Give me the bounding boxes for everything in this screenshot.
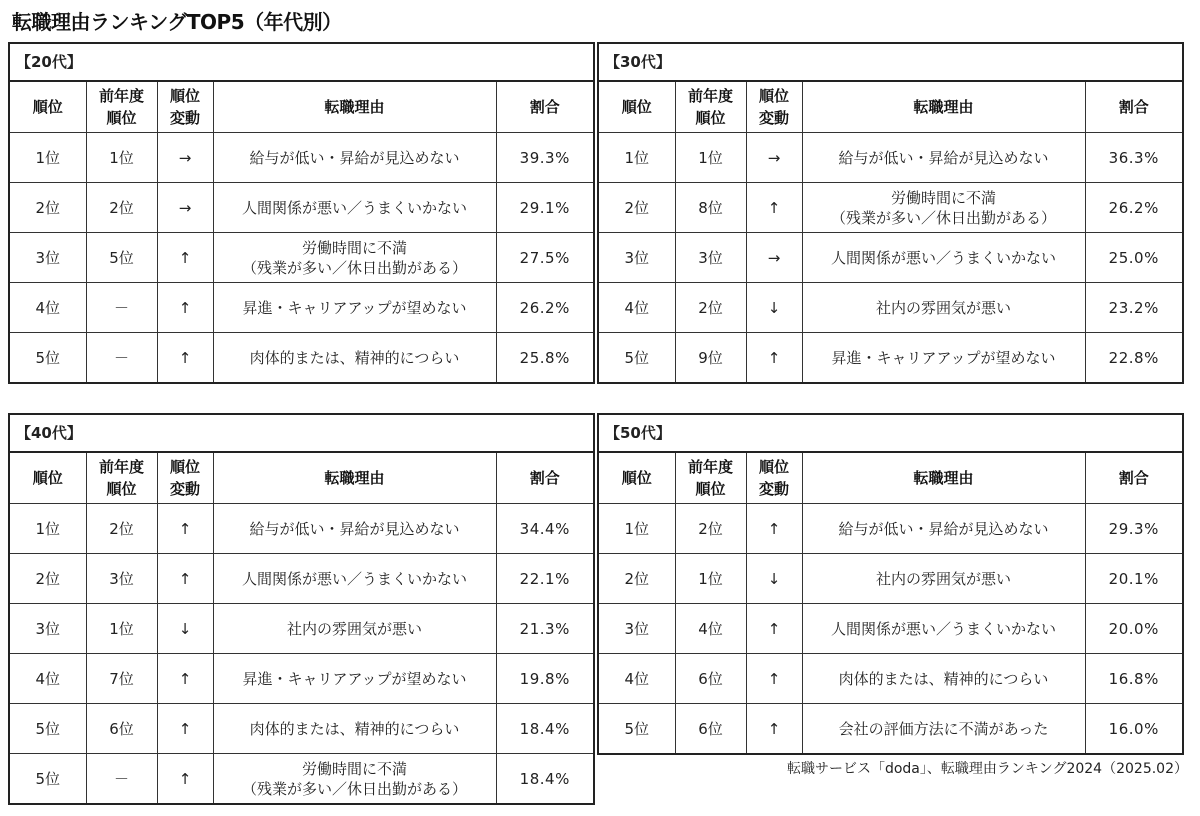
arrow-right-icon: → xyxy=(157,133,213,183)
table-row xyxy=(598,504,1183,554)
arrow-up-icon: ↑ xyxy=(746,604,802,654)
arrow-up-icon: ↑ xyxy=(157,333,213,384)
prev-rank-cell: 7位 xyxy=(86,654,157,704)
ratio-cell: 26.2% xyxy=(496,283,594,333)
reason-cell: 給与が低い・昇給が見込めない xyxy=(802,504,1085,554)
table-row xyxy=(9,133,594,183)
rank-cell: 3位 xyxy=(9,233,86,283)
arrow-up-icon: ↑ xyxy=(157,233,213,283)
prev-rank-cell: 1位 xyxy=(86,604,157,654)
prev-rank-cell: 2位 xyxy=(675,504,746,554)
table-row xyxy=(9,233,594,283)
prev-rank-cell: 6位 xyxy=(86,704,157,754)
arrow-up-icon: ↑ xyxy=(157,283,213,333)
ratio-cell: 25.8% xyxy=(496,333,594,384)
header-prev-rank: 前年度 順位 xyxy=(86,81,157,133)
ratio-cell: 22.8% xyxy=(1085,333,1183,384)
rank-cell: 2位 xyxy=(598,183,675,233)
source-note: 転職サービス「doda」、転職理由ランキング2024（2025.02） xyxy=(786,761,1188,777)
reason-cell: 労働時間に不満 （残業が多い／休日出勤がある） xyxy=(213,754,496,805)
reason-cell: 人間関係が悪い／うまくいかない xyxy=(213,183,496,233)
age-group-label: 【40代】 xyxy=(9,414,594,452)
rank-cell: 3位 xyxy=(9,604,86,654)
header-rank: 順位 xyxy=(9,452,86,504)
header-change: 順位 変動 xyxy=(746,81,802,133)
prev-rank-cell: 9位 xyxy=(675,333,746,384)
arrow-up-icon: ↑ xyxy=(746,333,802,384)
reason-cell: 社内の雰囲気が悪い xyxy=(802,554,1085,604)
reason-cell: 労働時間に不満 （残業が多い／休日出勤がある） xyxy=(802,183,1085,233)
table-row xyxy=(598,283,1183,333)
rank-cell: 3位 xyxy=(598,233,675,283)
age-group-label: 【50代】 xyxy=(598,414,1183,452)
arrow-up-icon: ↑ xyxy=(746,183,802,233)
prev-rank-cell: 1位 xyxy=(675,554,746,604)
header-reason: 転職理由 xyxy=(802,81,1085,133)
prev-rank-cell: 8位 xyxy=(675,183,746,233)
page-title: 転職理由ランキングTOP5（年代別） xyxy=(12,10,342,34)
header-change: 順位 変動 xyxy=(157,452,213,504)
ratio-cell: 18.4% xyxy=(496,704,594,754)
rank-cell: 4位 xyxy=(9,283,86,333)
header-ratio: 割合 xyxy=(496,81,594,133)
ratio-cell: 20.0% xyxy=(1085,604,1183,654)
ratio-cell: 25.0% xyxy=(1085,233,1183,283)
header-reason: 転職理由 xyxy=(213,81,496,133)
column-header-row xyxy=(9,452,594,504)
ratio-cell: 16.8% xyxy=(1085,654,1183,704)
ratio-cell: 19.8% xyxy=(496,654,594,704)
table-row xyxy=(9,333,594,384)
arrow-up-icon: ↑ xyxy=(157,654,213,704)
table-row xyxy=(598,333,1183,384)
reason-cell: 人間関係が悪い／うまくいかない xyxy=(802,233,1085,283)
ranking-table-20s xyxy=(8,42,595,384)
arrow-up-icon: ↑ xyxy=(157,504,213,554)
column-header-row xyxy=(598,452,1183,504)
ratio-cell: 22.1% xyxy=(496,554,594,604)
header-ratio: 割合 xyxy=(1085,452,1183,504)
ratio-cell: 27.5% xyxy=(496,233,594,283)
ratio-cell: 39.3% xyxy=(496,133,594,183)
arrow-down-icon: ↓ xyxy=(157,604,213,654)
reason-cell: 労働時間に不満 （残業が多い／休日出勤がある） xyxy=(213,233,496,283)
prev-rank-cell: 3位 xyxy=(675,233,746,283)
ratio-cell: 21.3% xyxy=(496,604,594,654)
ratio-cell: 23.2% xyxy=(1085,283,1183,333)
table-row xyxy=(598,554,1183,604)
arrow-down-icon: ↓ xyxy=(746,283,802,333)
header-prev-rank: 前年度 順位 xyxy=(675,81,746,133)
prev-rank-cell: 3位 xyxy=(86,554,157,604)
prev-rank-cell: － xyxy=(86,333,157,384)
header-change: 順位 変動 xyxy=(746,452,802,504)
prev-rank-cell: 1位 xyxy=(86,133,157,183)
reason-cell: 昇進・キャリアアップが望めない xyxy=(213,283,496,333)
table-row xyxy=(598,183,1183,233)
rank-cell: 2位 xyxy=(598,554,675,604)
ratio-cell: 29.3% xyxy=(1085,504,1183,554)
arrow-up-icon: ↑ xyxy=(746,654,802,704)
reason-cell: 給与が低い・昇給が見込めない xyxy=(802,133,1085,183)
arrow-right-icon: → xyxy=(746,133,802,183)
prev-rank-cell: 2位 xyxy=(675,283,746,333)
table-row xyxy=(598,604,1183,654)
arrow-up-icon: ↑ xyxy=(746,704,802,755)
table-row xyxy=(9,604,594,654)
age-group-label: 【30代】 xyxy=(598,43,1183,81)
ratio-cell: 16.0% xyxy=(1085,704,1183,755)
reason-cell: 社内の雰囲気が悪い xyxy=(213,604,496,654)
rank-cell: 2位 xyxy=(9,554,86,604)
reason-cell: 昇進・キャリアアップが望めない xyxy=(802,333,1085,384)
arrow-up-icon: ↑ xyxy=(157,754,213,805)
reason-cell: 給与が低い・昇給が見込めない xyxy=(213,133,496,183)
reason-cell: 給与が低い・昇給が見込めない xyxy=(213,504,496,554)
ranking-table-40s xyxy=(8,413,595,805)
header-change: 順位 変動 xyxy=(157,81,213,133)
ratio-cell: 18.4% xyxy=(496,754,594,805)
rank-cell: 1位 xyxy=(9,504,86,554)
rank-cell: 4位 xyxy=(598,654,675,704)
arrow-right-icon: → xyxy=(157,183,213,233)
prev-rank-cell: 6位 xyxy=(675,654,746,704)
rank-cell: 2位 xyxy=(9,183,86,233)
reason-cell: 人間関係が悪い／うまくいかない xyxy=(802,604,1085,654)
prev-rank-cell: － xyxy=(86,754,157,805)
prev-rank-cell: 5位 xyxy=(86,233,157,283)
ranking-table-50s xyxy=(597,413,1184,755)
rank-cell: 3位 xyxy=(598,604,675,654)
reason-cell: 肉体的または、精神的につらい xyxy=(213,704,496,754)
table-row xyxy=(9,704,594,754)
table-row xyxy=(9,754,594,805)
reason-cell: 人間関係が悪い／うまくいかない xyxy=(213,554,496,604)
table-row xyxy=(598,233,1183,283)
rank-cell: 5位 xyxy=(9,754,86,805)
header-prev-rank: 前年度 順位 xyxy=(675,452,746,504)
header-rank: 順位 xyxy=(598,452,675,504)
reason-cell: 昇進・キャリアアップが望めない xyxy=(213,654,496,704)
prev-rank-cell: 2位 xyxy=(86,183,157,233)
arrow-up-icon: ↑ xyxy=(157,554,213,604)
prev-rank-cell: 1位 xyxy=(675,133,746,183)
arrow-down-icon: ↓ xyxy=(746,554,802,604)
ratio-cell: 29.1% xyxy=(496,183,594,233)
table-row xyxy=(9,283,594,333)
reason-cell: 会社の評価方法に不満があった xyxy=(802,704,1085,755)
ratio-cell: 20.1% xyxy=(1085,554,1183,604)
rank-cell: 1位 xyxy=(598,504,675,554)
header-reason: 転職理由 xyxy=(213,452,496,504)
reason-cell: 肉体的または、精神的につらい xyxy=(802,654,1085,704)
table-row xyxy=(598,133,1183,183)
ratio-cell: 26.2% xyxy=(1085,183,1183,233)
table-row xyxy=(9,654,594,704)
header-ratio: 割合 xyxy=(1085,81,1183,133)
prev-rank-cell: 6位 xyxy=(675,704,746,755)
ranking-table-30s xyxy=(597,42,1184,384)
header-ratio: 割合 xyxy=(496,452,594,504)
header-reason: 転職理由 xyxy=(802,452,1085,504)
rank-cell: 1位 xyxy=(598,133,675,183)
header-rank: 順位 xyxy=(9,81,86,133)
prev-rank-cell: 2位 xyxy=(86,504,157,554)
rank-cell: 1位 xyxy=(9,133,86,183)
reason-cell: 肉体的または、精神的につらい xyxy=(213,333,496,384)
ratio-cell: 36.3% xyxy=(1085,133,1183,183)
header-prev-rank: 前年度 順位 xyxy=(86,452,157,504)
arrow-up-icon: ↑ xyxy=(746,504,802,554)
rank-cell: 5位 xyxy=(9,704,86,754)
rank-cell: 4位 xyxy=(9,654,86,704)
table-row xyxy=(9,183,594,233)
header-rank: 順位 xyxy=(598,81,675,133)
rank-cell: 5位 xyxy=(9,333,86,384)
column-header-row xyxy=(598,81,1183,133)
prev-rank-cell: － xyxy=(86,283,157,333)
arrow-up-icon: ↑ xyxy=(157,704,213,754)
age-group-label: 【20代】 xyxy=(9,43,594,81)
rank-cell: 5位 xyxy=(598,333,675,384)
reason-cell: 社内の雰囲気が悪い xyxy=(802,283,1085,333)
table-row xyxy=(9,504,594,554)
ratio-cell: 34.4% xyxy=(496,504,594,554)
table-row xyxy=(9,554,594,604)
rank-cell: 5位 xyxy=(598,704,675,755)
column-header-row xyxy=(9,81,594,133)
arrow-right-icon: → xyxy=(746,233,802,283)
table-row xyxy=(598,704,1183,755)
rank-cell: 4位 xyxy=(598,283,675,333)
prev-rank-cell: 4位 xyxy=(675,604,746,654)
table-row xyxy=(598,654,1183,704)
